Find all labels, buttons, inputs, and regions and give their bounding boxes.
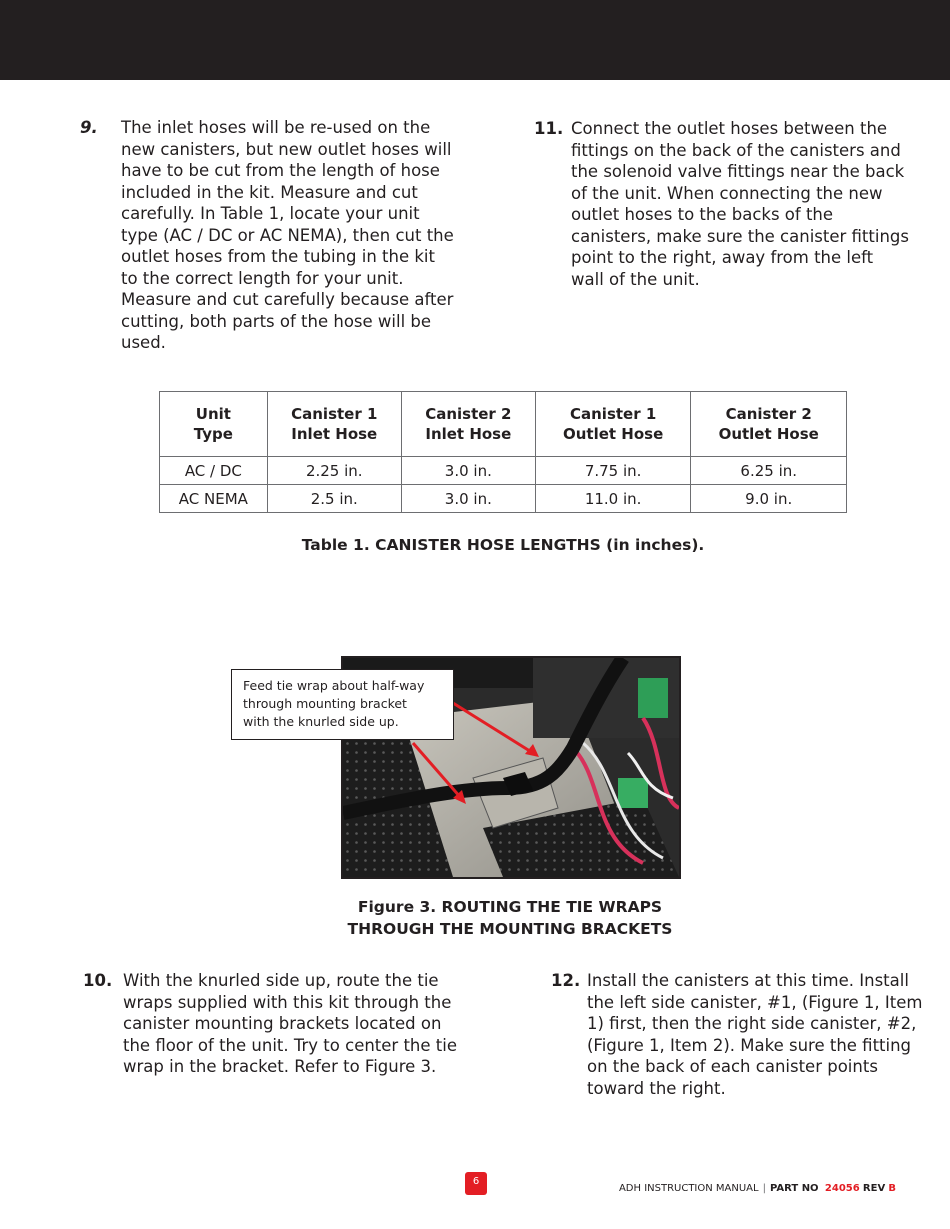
figure-callout — [231, 669, 454, 740]
header-band — [0, 0, 950, 80]
table-caption: Table 1. CANISTER HOSE LENGTHS (in inches). — [301, 536, 705, 554]
table-row — [160, 457, 847, 485]
figure-caption — [300, 896, 720, 940]
table-cell: 9.0 in. — [691, 485, 847, 513]
step-number: 12. — [551, 971, 581, 990]
part-number: 24056 — [824, 1183, 860, 1194]
footer: ADH INSTRUCTION MANUAL | PART NO 24056 REV B — [618, 1183, 896, 1194]
table-cell: 7.75 in. — [535, 457, 691, 485]
header-canister1-inlet: Canister 1 Inlet Hose — [267, 392, 401, 457]
step-number: 11. — [534, 119, 564, 138]
figure-caption-line: THROUGH THE MOUNTING BRACKETS — [347, 920, 673, 938]
rev-value: B — [888, 1183, 896, 1194]
step-text: With the knurled side up, route the tie wraps supplied with this kit through the canister mounting brackets located on the floor of the unit. Try to center the tie wrap in the bracket. Refer to Figure 3. — [123, 971, 457, 1076]
table-cell: 3.0 in. — [401, 485, 535, 513]
header-canister1-outlet: Canister 1 Outlet Hose — [535, 392, 691, 457]
part-label: PART NO — [769, 1183, 819, 1194]
header-canister2-outlet: Canister 2 Outlet Hose — [691, 392, 847, 457]
table-cell: AC / DC — [160, 457, 268, 485]
step-number: 10. — [83, 971, 113, 990]
table-header-row — [160, 392, 847, 457]
table-cell: 3.0 in. — [401, 457, 535, 485]
table-cell: 11.0 in. — [535, 485, 691, 513]
step-number: 9. — [80, 118, 98, 137]
table-cell: 2.25 in. — [267, 457, 401, 485]
callout-line: through mounting bracket — [243, 696, 407, 711]
step-text: Install the canisters at this time. Install the left side canister, #1, (Figure 1, Item 1) first, then the right side canister, #2, (Figure 1, Item 2). Make sure the fitting on the back of each canister points toward the right. — [587, 971, 923, 1098]
table-cell: AC NEMA — [160, 485, 268, 513]
manual-title: ADH INSTRUCTION MANUAL — [618, 1183, 759, 1194]
header-canister2-inlet: Canister 2 Inlet Hose — [401, 392, 535, 457]
figure-caption-line: Figure 3. ROUTING THE TIE WRAPS — [357, 898, 663, 916]
callout-line: with the knurled side up. — [243, 714, 399, 729]
table-cell: 6.25 in. — [691, 457, 847, 485]
table-row — [160, 485, 847, 513]
hose-length-table — [159, 391, 847, 513]
page-number-badge: 6 — [465, 1172, 487, 1195]
header-unit-type: Unit Type — [160, 392, 268, 457]
table-cell: 2.5 in. — [267, 485, 401, 513]
step-text: Connect the outlet hoses between the fittings on the back of the canisters and the solenoid valve fittings near the back of the unit. When connecting the new outlet hoses to the backs of the canisters, make sure the canister fittings point to the right, away from the left wall of the unit. — [571, 119, 909, 289]
rev-label: REV — [862, 1183, 886, 1194]
step-text: The inlet hoses will be re-used on the new canisters, but new outlet hoses will have to be cut from the length of hose included in the kit. Measure and cut carefully. In Table 1, locate your unit type (AC / DC or AC NEMA), then cut the outlet hoses from the tubing in the kit to the correct length for your unit. Measure and cut carefully because after cutting, both parts of the hose will be used. — [121, 118, 454, 352]
callout-line: Feed tie wrap about half-way — [243, 678, 425, 693]
